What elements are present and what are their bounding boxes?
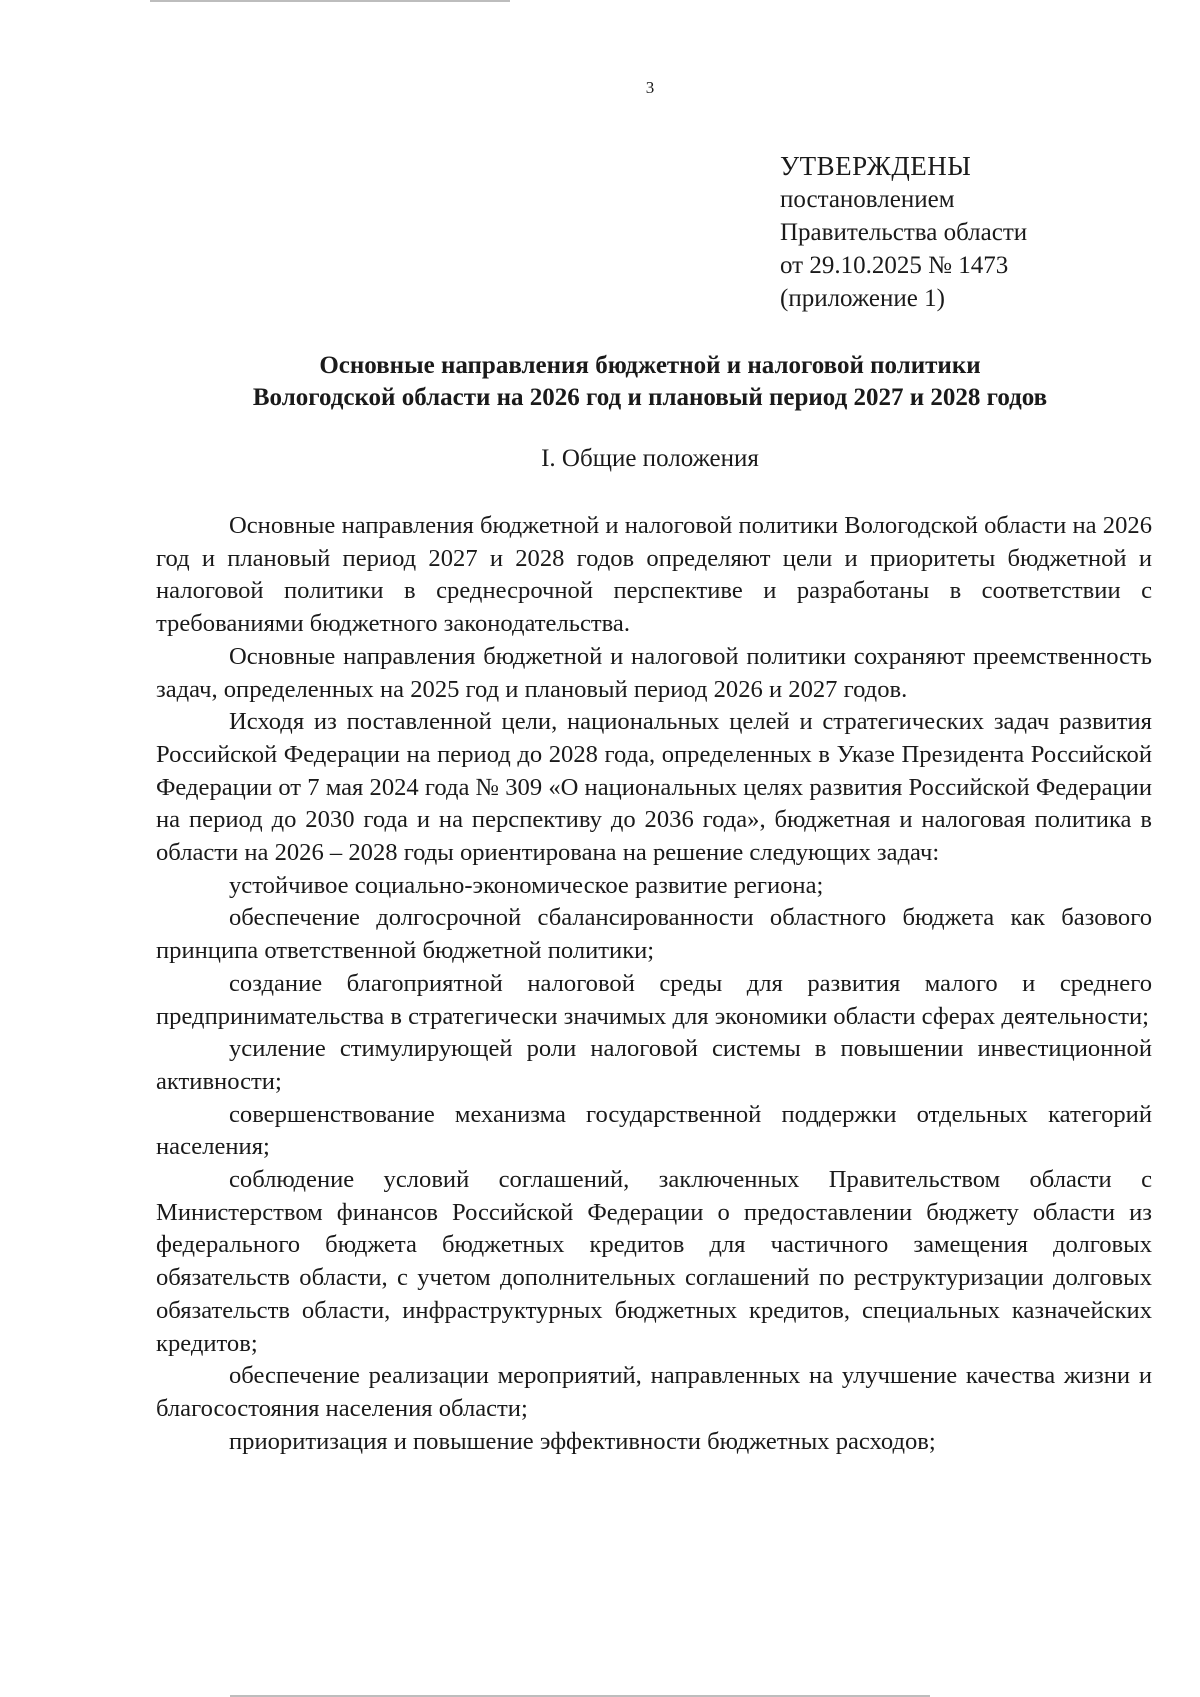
paragraph: Основные направления бюджетной и налоговой политики Вологодской области на 2026 год и плановый период 2027 и 2028 годов определяют цели и приоритеты бюджетной и налоговой политики в среднесрочной перспективе и разработаны в соответствии с требованиями бюджетного законодательства. — [156, 512, 1152, 638]
paragraph: Исходя из поставленной цели, национальных целей и стратегических задач развития Российской Федерации на период до 2028 года, определенных в Указе Президента Российской Федерации от 7 мая 2024 года № 309 «О национальных целях развития Российской Федерации на период до 2030 года и на перспективу до 2036 года», бюджетная и налоговая политика в области на 2026 – 2028 годы ориентирована на решение следующих задач: — [156, 708, 1152, 867]
title-line: Вологодской области на 2026 год и плановый период 2027 и 2028 годов — [252, 384, 1048, 411]
section-heading: I. Общие положения — [541, 445, 759, 472]
body-text — [156, 510, 1152, 1458]
approval-line: Правительства области — [780, 219, 1028, 246]
paragraph: Основные направления бюджетной и налоговой политики сохраняют преемственность задач, определенных на 2025 год и плановый период 2026 и 2027 годов. — [156, 642, 1152, 703]
list-item: устойчивое социально-экономическое развитие региона; — [229, 871, 824, 899]
list-item: обеспечение долгосрочной сбалансированности областного бюджета как базового принципа ответственной бюджетной политики; — [156, 904, 1152, 965]
list-item: приоритизация и повышение эффективности бюджетных расходов; — [229, 1427, 936, 1455]
scan-artifact-top — [150, 0, 510, 2]
list-item: создание благоприятной налоговой среды для развития малого и среднего предпринимательства в стратегически значимых для экономики области сферах деятельности; — [156, 969, 1152, 1030]
approval-line: (приложение 1) — [780, 285, 945, 312]
approval-title: УТВЕРЖДЕНЫ — [780, 151, 972, 181]
approval-block — [780, 150, 1027, 315]
document-title — [150, 350, 1150, 414]
page-number: 3 — [645, 78, 655, 97]
title-line: Основные направления бюджетной и налоговой политики — [319, 352, 981, 379]
approval-line: постановлением — [780, 186, 955, 213]
list-item: обеспечение реализации мероприятий, направленных на улучшение качества жизни и благосостояния населения области; — [156, 1362, 1152, 1422]
list-item: соблюдение условий соглашений, заключенных Правительством области с Министерством финансов Российской Федерации о предоставлении бюджету области из федерального бюджета бюджетных кредитов для частичного замещения долговых обязательств области, с учетом дополнительных соглашений по реструктуризации долговых обязательств области, инфраструктурных бюджетных кредитов, специальных казначейских кредитов; — [156, 1166, 1152, 1357]
approval-line: от 29.10.2025 № 1473 — [780, 252, 1009, 279]
list-item: усиление стимулирующей роли налоговой системы в повышении инвестиционной активности; — [156, 1035, 1152, 1095]
list-item: совершенствование механизма государственной поддержки отдельных категорий населения; — [156, 1100, 1152, 1161]
